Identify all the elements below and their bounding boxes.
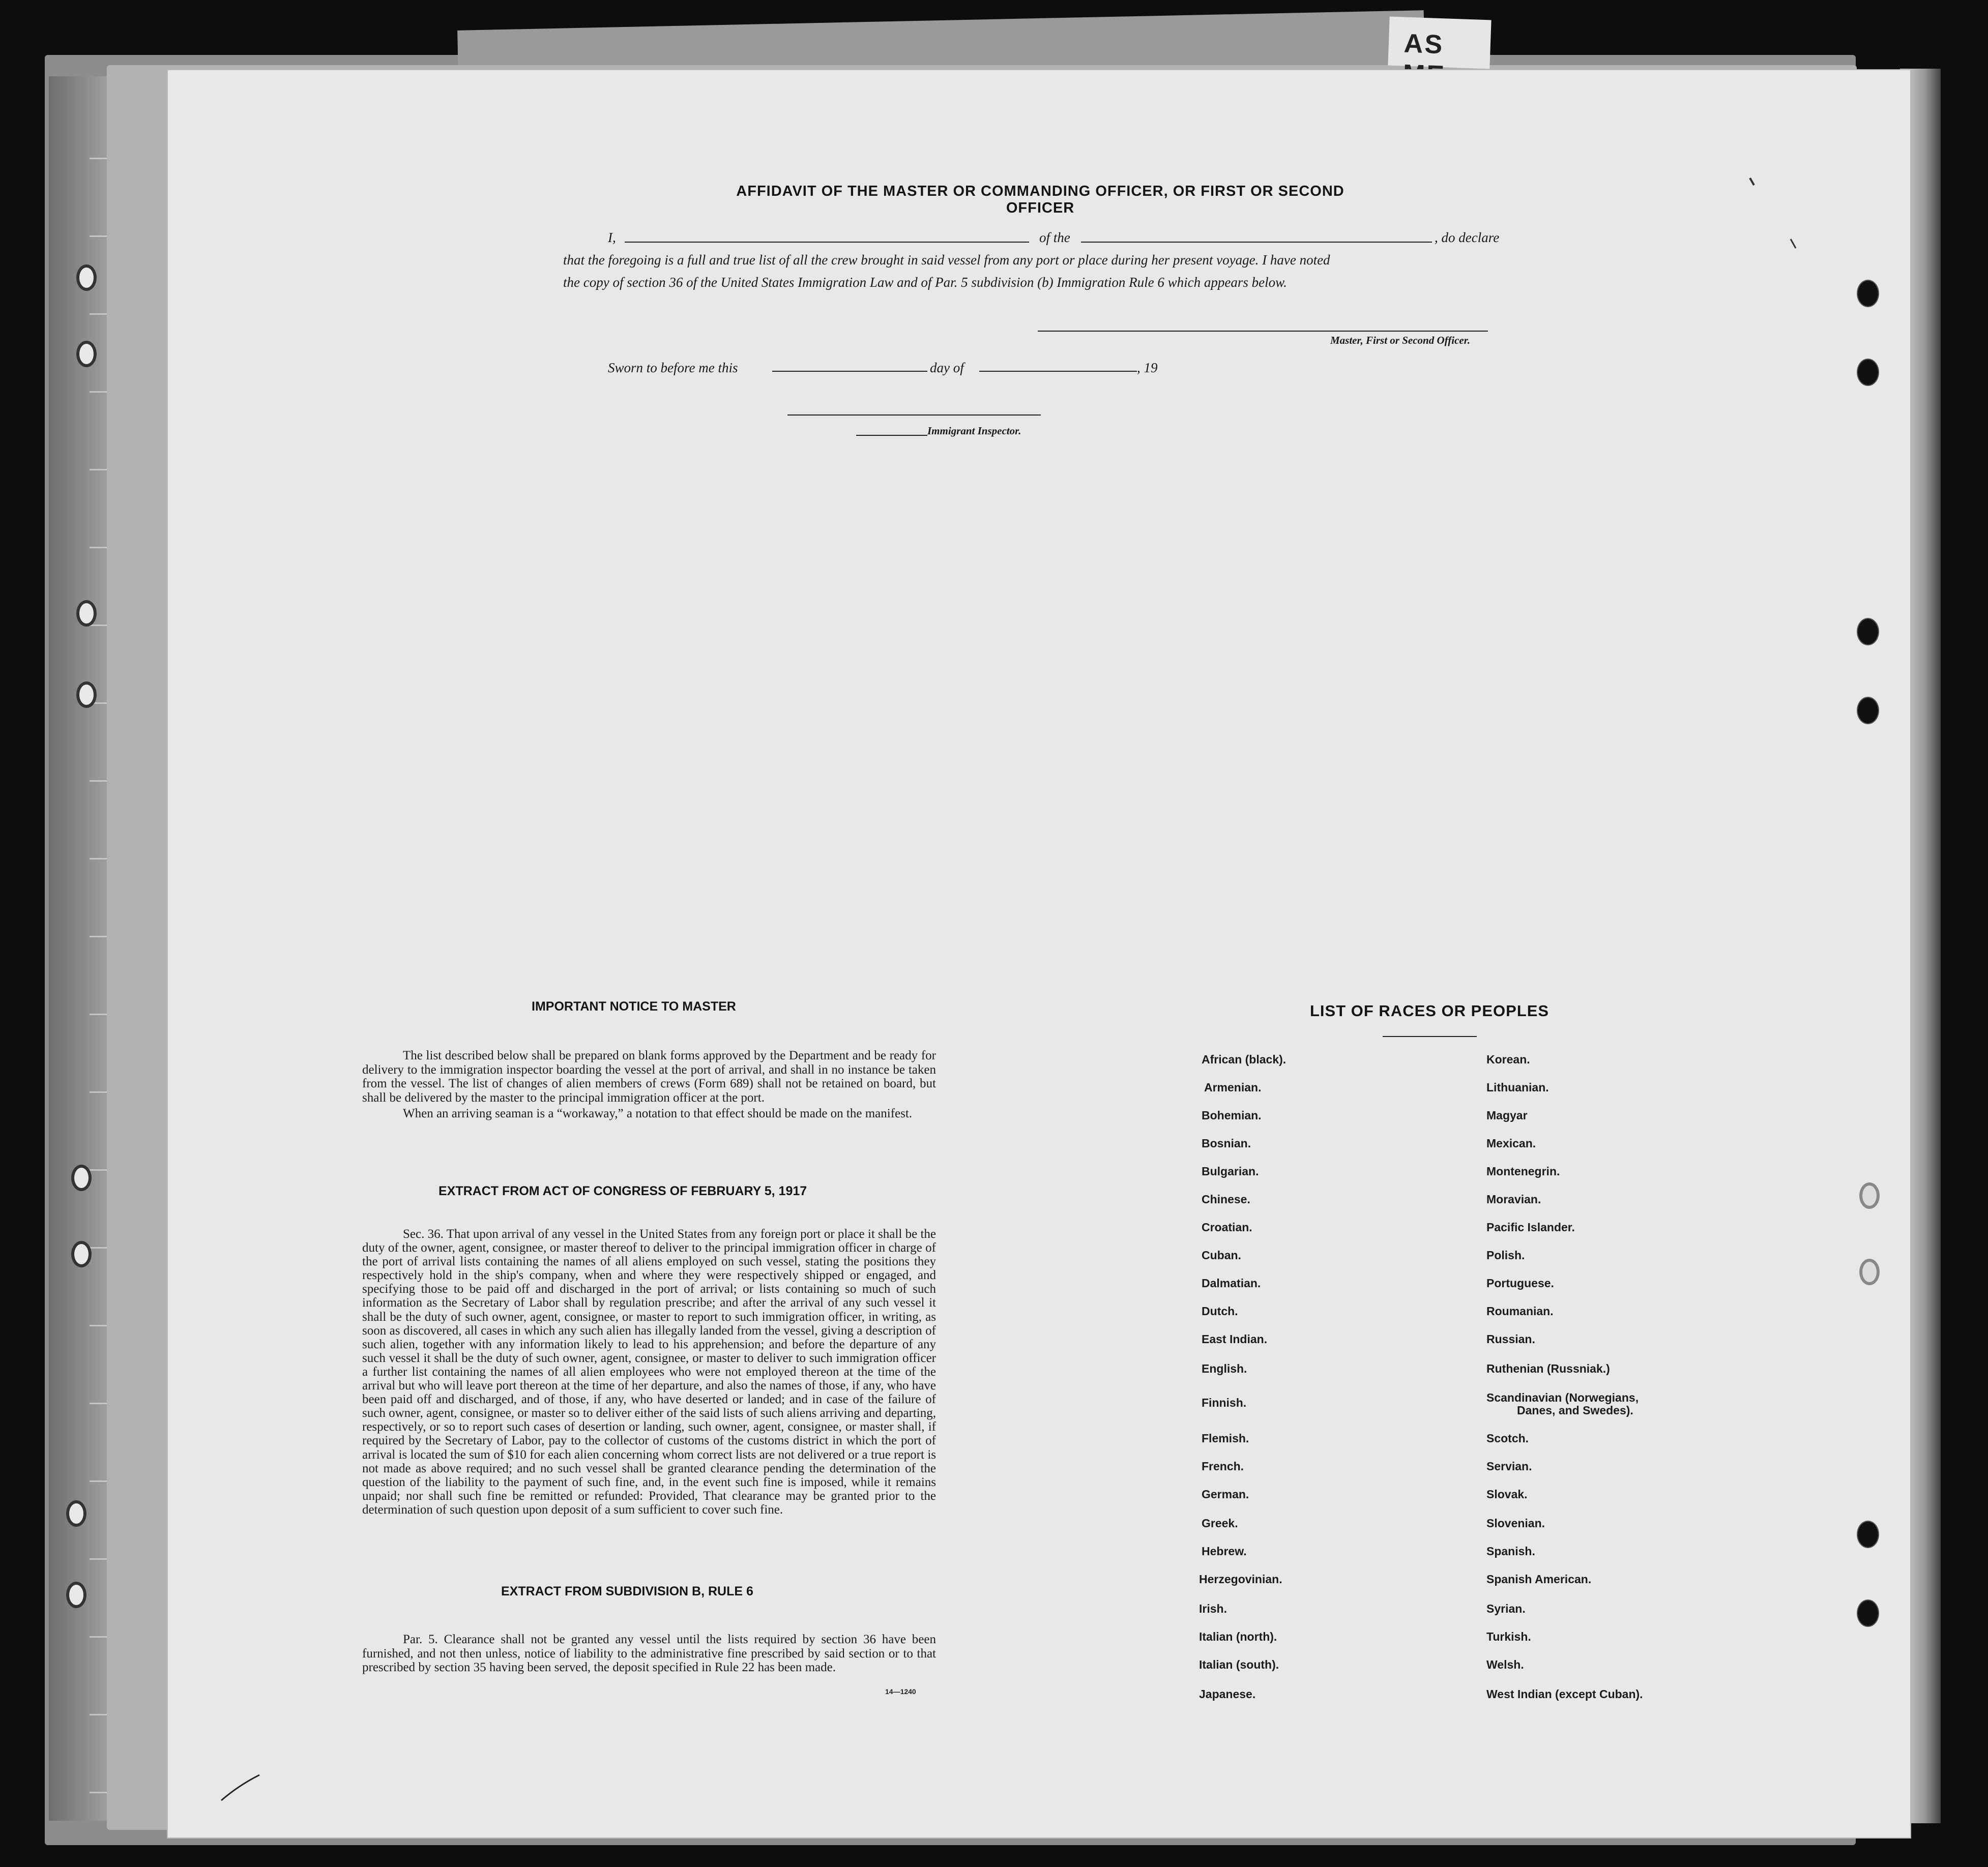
race-item: Moravian. bbox=[1486, 1193, 1541, 1206]
race-item: Turkish. bbox=[1486, 1630, 1531, 1643]
race-item: Welsh. bbox=[1486, 1658, 1524, 1671]
day-blank[interactable] bbox=[772, 371, 927, 372]
act-extract-text: Sec. 36. That upon arrival of any vessel in the United States from any foreign port or place it shall be the duty of the owner, agent, consignee, or master thereof to deliver to the principal immigration officer in charge of the port of arrival lists containing the names of all aliens employed on such vessel, stating the positions they respectively hold in the ship's company, when and where they were respectively shipped or engaged, and specifying those to be paid off and discharged in the port of arrival; or lists containing so much of such information as the Secretary of Labor shall by regulation prescribe; and after the arrival of any such vessel it shall be the duty of such owner, agent, consignee, or master to report to such immigration officer, in writing, as soon as discovered, all cases in which any such alien has illegally landed from the vessel, giving a description of such alien, together with any information likely to lead to his apprehension; and before the departure of any such vessel it shall be the duty of such owner, agent, consignee, or master to deliver to such immigration officer a further list containing the names of all alien employees who were not employed thereon at the time of the arrival but who will leave port thereon at the time of her departure, and also the names of those, if any, who have been paid off and discharged, and of those, if any, who have deserted or landed; and in case of the failure of such owner, agent, consignee, or master so to deliver either of the said lists of such aliens arriving and departing, respectively, or so to report such cases of desertion or landing, such owner, agent, consignee, or master shall, if required by the Secretary of Labor, pay to the collector of customs of the customs district in which the port of arrival is located the sum of $10 for each alien concerning whom correct lists are not delivered or a true report is not made as above required; and no such vessel shall be granted clearance pending the determination of the question of the liability to the payment of such fine, and, in the event such fine is imposed, while it remains unpaid; nor shall such fine be remitted or refunded: Provided, That clearance may be granted prior to the determination of such question upon deposit of a sum sufficient to cover such fine. bbox=[362, 1227, 936, 1517]
binder-hole bbox=[76, 341, 97, 367]
race-item: Greek. bbox=[1202, 1517, 1238, 1530]
act-extract-title: EXTRACT FROM ACT OF CONGRESS OF FEBRUARY 5, 1917 bbox=[438, 1184, 807, 1198]
race-item: Lithuanian. bbox=[1486, 1081, 1549, 1094]
master-caption: Master, First or Second Officer. bbox=[1330, 334, 1470, 346]
inspector-caption: Immigrant Inspector. bbox=[927, 425, 1021, 437]
rule-extract-text: Par. 5. Clearance shall not be granted any vessel until the lists required by section 36 have been furnished, and not then unless, notice of liability to the administrative fine prescribed by said section or to that prescribed by section 35 having been served, the deposit specified in Rule 22 has been made. bbox=[362, 1633, 936, 1674]
race-item: Slovenian. bbox=[1486, 1517, 1545, 1530]
binder-hole bbox=[76, 681, 97, 708]
punch-hole bbox=[1857, 618, 1879, 645]
form-number: 14—1240 bbox=[885, 1687, 916, 1696]
affidavit-declare: , do declare bbox=[1435, 230, 1500, 245]
punch-hole bbox=[1857, 697, 1879, 724]
notice-body bbox=[362, 1049, 936, 1121]
inspector-caption-rule bbox=[856, 435, 927, 436]
race-item: Cuban. bbox=[1202, 1249, 1241, 1262]
punch-hole bbox=[1857, 1521, 1879, 1548]
race-item: Bohemian. bbox=[1202, 1109, 1262, 1122]
affidavit-i: I, bbox=[608, 230, 616, 245]
year-text: , 19 bbox=[1137, 360, 1158, 375]
notice-paragraph-2: When an arriving seaman is a “workaway,” a notation to that effect should be made on the manifest. bbox=[403, 1107, 913, 1120]
races-title: LIST OF RACES OR PEOPLES bbox=[1310, 1002, 1550, 1020]
races-title-rule bbox=[1383, 1036, 1477, 1037]
race-item: Finnish. bbox=[1202, 1396, 1247, 1409]
race-item: Syrian. bbox=[1486, 1602, 1526, 1615]
day-of-text: day of bbox=[930, 360, 964, 375]
race-item: Italian (north). bbox=[1199, 1630, 1277, 1643]
race-item: Spanish American. bbox=[1486, 1573, 1592, 1586]
pen-mark bbox=[1740, 173, 1801, 254]
race-item: Portuguese. bbox=[1486, 1277, 1554, 1290]
pen-mark bbox=[219, 1770, 265, 1805]
race-item: Italian (south). bbox=[1199, 1658, 1279, 1671]
race-item: Ruthenian (Russniak.) bbox=[1486, 1362, 1610, 1375]
month-blank[interactable] bbox=[979, 371, 1137, 372]
race-item: Irish. bbox=[1199, 1602, 1227, 1615]
race-item: Scotch. bbox=[1486, 1432, 1529, 1445]
notice-title: IMPORTANT NOTICE TO MASTER bbox=[532, 999, 736, 1014]
affidavit-line2: that the foregoing is a full and true list of all the crew brought in said vessel from any port or place during her present voyage. I have noted bbox=[563, 252, 1330, 268]
corner-tab-text: AS bbox=[1403, 28, 1445, 60]
race-item: Bosnian. bbox=[1202, 1137, 1251, 1150]
race-item: Roumanian. bbox=[1486, 1305, 1554, 1318]
race-item: Polish. bbox=[1486, 1249, 1525, 1262]
race-item: French. bbox=[1202, 1460, 1244, 1473]
race-item: Pacific Islander. bbox=[1486, 1221, 1575, 1234]
race-item: Slovak. bbox=[1486, 1488, 1528, 1501]
binder-hole bbox=[66, 1500, 86, 1527]
affidavit-title: AFFIDAVIT OF THE MASTER OR COMMANDING OFFICER, OR FIRST OR SECOND OFFICER bbox=[736, 183, 1344, 216]
rule-extract-title: EXTRACT FROM SUBDIVISION B, RULE 6 bbox=[501, 1584, 753, 1598]
race-item: Herzegovinian. bbox=[1199, 1573, 1282, 1586]
corner-tab bbox=[1388, 17, 1491, 69]
race-item: Spanish. bbox=[1486, 1545, 1535, 1558]
race-item: Japanese. bbox=[1199, 1687, 1256, 1701]
master-signature-line[interactable] bbox=[1038, 331, 1488, 332]
vessel-blank[interactable] bbox=[1081, 242, 1432, 243]
notice-paragraph-1: The list described below shall be prepared on blank forms approved by the Department and be ready for delivery to the immigration inspector boarding the vessel at the port of arrival, and shall in no instance be taken from the vessel. The list of changes of alien members of crews (Form 689) shall not be retained on board, but shall be delivered by the master to the principal immigration officer at the port. bbox=[362, 1049, 936, 1105]
race-item: English. bbox=[1202, 1362, 1247, 1375]
punch-hole bbox=[1857, 280, 1879, 307]
race-item: Hebrew. bbox=[1202, 1545, 1247, 1558]
race-item: African (black). bbox=[1202, 1053, 1287, 1066]
binder-hole bbox=[76, 264, 97, 291]
race-item: Chinese. bbox=[1202, 1193, 1250, 1206]
race-item: Flemish. bbox=[1202, 1432, 1249, 1445]
document-page bbox=[168, 70, 1910, 1838]
affidavit-line3: the copy of section 36 of the United States Immigration Law and of Par. 5 subdivision (b) Immigration Rule 6 which appears below. bbox=[563, 275, 1287, 290]
race-item: Danes, and Swedes). bbox=[1517, 1404, 1633, 1417]
race-item: Magyar bbox=[1486, 1109, 1528, 1122]
race-item: Mexican. bbox=[1486, 1137, 1536, 1150]
race-item: Korean. bbox=[1486, 1053, 1530, 1066]
inspector-signature-line[interactable] bbox=[787, 414, 1041, 416]
punch-hole bbox=[1857, 1599, 1879, 1627]
rule-extract-body bbox=[362, 1633, 936, 1675]
race-item: Dutch. bbox=[1202, 1305, 1238, 1318]
binder-hole bbox=[76, 600, 97, 627]
binder-hole bbox=[71, 1241, 92, 1267]
race-item: Servian. bbox=[1486, 1460, 1532, 1473]
race-item: Scandinavian (Norwegians, bbox=[1486, 1391, 1639, 1404]
race-item: Russian. bbox=[1486, 1332, 1535, 1346]
punch-hole bbox=[1859, 1259, 1880, 1285]
race-item: Armenian. bbox=[1204, 1081, 1262, 1094]
sworn-text: Sworn to before me this bbox=[608, 360, 738, 375]
punch-hole bbox=[1859, 1182, 1880, 1209]
race-item: Croatian. bbox=[1202, 1221, 1252, 1234]
race-item: German. bbox=[1202, 1488, 1249, 1501]
binder-hole bbox=[66, 1582, 86, 1608]
affidavit-of-the: of the bbox=[1039, 230, 1070, 245]
race-item: West Indian (except Cuban). bbox=[1486, 1687, 1643, 1701]
act-extract-body bbox=[362, 1227, 936, 1517]
binder-hole bbox=[71, 1165, 92, 1191]
race-item: Dalmatian. bbox=[1202, 1277, 1261, 1290]
race-item: Bulgarian. bbox=[1202, 1165, 1259, 1178]
race-item: East Indian. bbox=[1202, 1332, 1268, 1346]
race-item: Montenegrin. bbox=[1486, 1165, 1560, 1178]
name-blank[interactable] bbox=[625, 242, 1029, 243]
punch-hole bbox=[1857, 359, 1879, 386]
